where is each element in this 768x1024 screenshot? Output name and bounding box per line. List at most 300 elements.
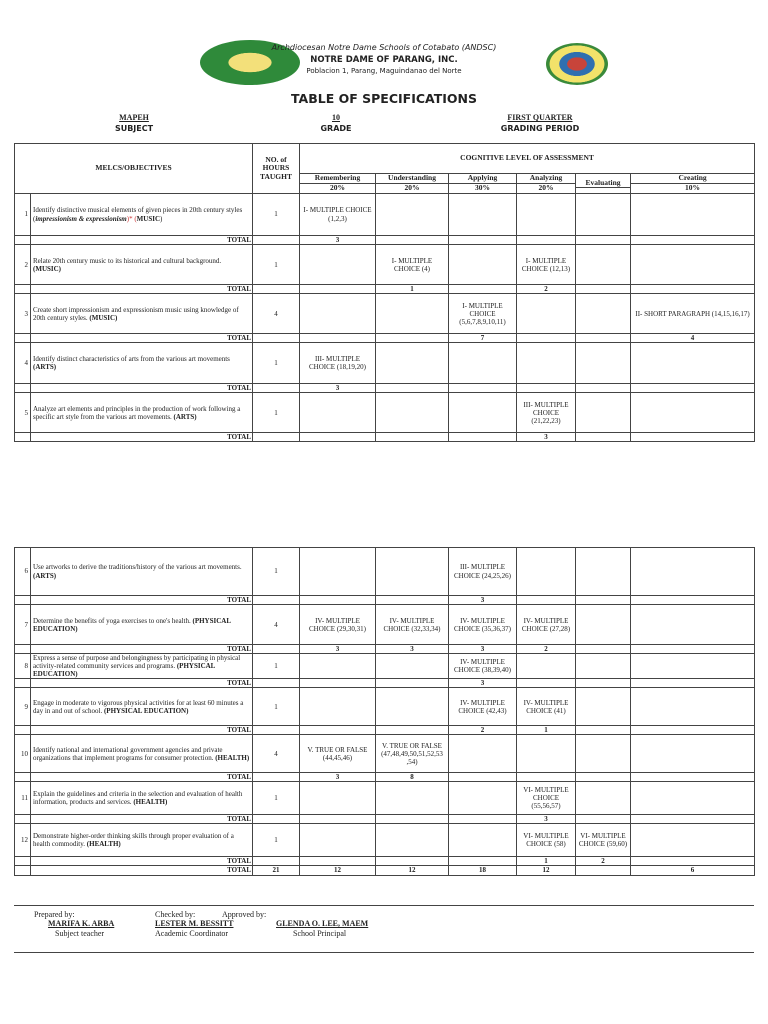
total-cell: [517, 679, 576, 688]
total-label: TOTAL: [31, 334, 253, 343]
hours-taught: 1: [253, 548, 300, 596]
assessment-cell: III- MULTIPLE CHOICE (24,25,26): [449, 548, 517, 596]
total-cell: [631, 815, 755, 824]
total-label: TOTAL: [31, 433, 253, 442]
objective-desc: Identify distinctive musical elements of given pieces in 20th century styles (: [33, 206, 243, 223]
total-hours-cell: [253, 773, 300, 782]
assessment-cell: [576, 194, 631, 236]
assessment-cell: V. TRUE OR FALSE (44,45,46): [300, 735, 376, 773]
approved-label: Approved by:: [222, 910, 267, 919]
objective-desc: Demonstrate higher-order thinking skills through proper evaluation of a health commodity.: [33, 832, 234, 849]
total-row: [15, 679, 755, 688]
objective-tag: (PHYSICAL EDUCATION): [33, 616, 231, 633]
assessment-cell: IV- MULTIPLE CHOICE (42,43): [449, 688, 517, 726]
total-cell: 2: [449, 726, 517, 735]
checked-label: Checked by:: [155, 910, 196, 919]
total-row: [15, 857, 755, 866]
objective-desc: Create short impressionism and expressionism music using knowledge of 20th century styles.: [33, 305, 239, 322]
assessment-cell: [631, 824, 755, 857]
total-row: [15, 384, 755, 393]
total-row: [15, 433, 755, 442]
assessment-cell: V. TRUE OR FALSE (47,48,49,50,51,52,53 ,54): [376, 735, 449, 773]
period-value: FIRST QUARTER: [507, 113, 573, 122]
grand-total-value: 12: [517, 866, 576, 875]
objective-row: [15, 194, 755, 236]
hours-taught: 1: [253, 688, 300, 726]
cognitive-header: COGNITIVE LEVEL OF ASSESSMENT: [300, 144, 755, 174]
hours-taught: 1: [253, 782, 300, 815]
total-label: TOTAL: [31, 645, 253, 654]
objective-row: [15, 294, 755, 334]
total-cell: [449, 773, 517, 782]
objective-text: [31, 194, 253, 236]
total-cell: [631, 285, 755, 294]
objective-after: )* (: [126, 214, 137, 223]
total-cell: 2: [517, 285, 576, 294]
assessment-cell: [631, 654, 755, 679]
objective-desc: Determine the benefits of yoga exercises to one's health.: [33, 616, 191, 625]
total-cell: [449, 384, 517, 393]
total-label: TOTAL: [31, 857, 253, 866]
assessment-cell: [576, 548, 631, 596]
checked-name: LESTER M. BESSITT: [155, 919, 234, 928]
hours-taught: 4: [253, 735, 300, 773]
period-label: GRADING PERIOD: [500, 124, 580, 133]
grand-total-spacer: [15, 866, 31, 875]
school-name: NOTRE DAME OF PARANG, INC.: [310, 55, 458, 65]
grand-total-label: TOTAL: [31, 866, 253, 875]
assessment-cell: I- MULTIPLE CHOICE (1,2,3): [300, 194, 376, 236]
total-cell: [449, 433, 517, 442]
hours-taught: 1: [253, 824, 300, 857]
assessment-cell: IV- MULTIPLE CHOICE (38,39,40): [449, 654, 517, 679]
level-header-2: [449, 174, 517, 194]
total-row: [15, 334, 755, 343]
total-cell: [576, 596, 631, 605]
total-cell: 1: [517, 726, 576, 735]
objective-row: [15, 654, 755, 679]
assessment-cell: [376, 548, 449, 596]
objective-text: [31, 393, 253, 433]
total-cell: [576, 773, 631, 782]
objective-desc: Explain the guidelines and criteria in the selection and evaluation of health information, products and services.: [33, 790, 243, 807]
level-percent: 30%: [449, 183, 516, 193]
objective-text: [31, 294, 253, 334]
total-cell: [631, 433, 755, 442]
total-spacer: [15, 857, 31, 866]
assessment-cell: [517, 735, 576, 773]
total-spacer: [15, 236, 31, 245]
assessment-cell: IV- MULTIPLE CHOICE (35,36,37): [449, 605, 517, 645]
approved-role: School Principal: [293, 929, 347, 938]
prepared-role: Subject teacher: [55, 929, 105, 938]
level-header-5: [631, 174, 755, 194]
total-cell: 4: [631, 334, 755, 343]
assessment-cell: [449, 782, 517, 815]
total-cell: [449, 285, 517, 294]
assessment-cell: [449, 343, 517, 384]
row-number: 3: [15, 294, 31, 334]
row-number: 2: [15, 245, 31, 285]
total-spacer: [15, 726, 31, 735]
total-hours-cell: [253, 857, 300, 866]
assessment-cell: [300, 654, 376, 679]
level-percent: 20%: [376, 183, 448, 193]
total-cell: 3: [449, 645, 517, 654]
assessment-cell: IV- MULTIPLE CHOICE (32,33,34): [376, 605, 449, 645]
row-number: 4: [15, 343, 31, 384]
total-spacer: [15, 815, 31, 824]
row-number: 5: [15, 393, 31, 433]
hours-taught: 1: [253, 245, 300, 285]
total-cell: [576, 384, 631, 393]
objective-text: [31, 688, 253, 726]
total-cell: [376, 384, 449, 393]
hours-header: NO. of HOURS TAUGHT: [253, 144, 300, 194]
total-hours-cell: [253, 384, 300, 393]
hours-taught: 4: [253, 605, 300, 645]
total-row: [15, 815, 755, 824]
total-cell: [576, 433, 631, 442]
total-spacer: [15, 596, 31, 605]
grand-total-value: 12: [300, 866, 376, 875]
specification-table-part2: [14, 547, 755, 876]
total-cell: 3: [517, 433, 576, 442]
total-cell: [631, 645, 755, 654]
total-cell: [631, 726, 755, 735]
row-number: 10: [15, 735, 31, 773]
objective-desc: Express a sense of purpose and belongingness by participating in physical activity-related community services and programs.: [33, 654, 241, 671]
total-cell: [517, 596, 576, 605]
objective-desc: Engage in moderate to vigorous physical activities for at least 60 minutes a day in and out of school.: [33, 698, 244, 715]
total-hours-cell: [253, 596, 300, 605]
level-percent: 10%: [631, 183, 754, 193]
total-cell: [576, 726, 631, 735]
level-percent: 20%: [517, 183, 575, 193]
total-cell: 3: [449, 679, 517, 688]
total-cell: [376, 236, 449, 245]
assessment-cell: [449, 245, 517, 285]
assessment-cell: [631, 343, 755, 384]
objective-row: [15, 548, 755, 596]
objective-text: [31, 605, 253, 645]
assessment-cell: [631, 194, 755, 236]
total-cell: 8: [376, 773, 449, 782]
total-cell: [631, 773, 755, 782]
page-bottom-line: [14, 952, 754, 953]
total-cell: [631, 596, 755, 605]
level-name: Analyzing: [529, 173, 563, 183]
assessment-cell: [576, 605, 631, 645]
assessment-cell: IV- MULTIPLE CHOICE (27,28): [517, 605, 576, 645]
total-spacer: [15, 679, 31, 688]
assessment-cell: [300, 548, 376, 596]
objective-text: [31, 654, 253, 679]
total-hours-cell: [253, 726, 300, 735]
objective-row: [15, 605, 755, 645]
grand-total-value: [576, 866, 631, 875]
level-header-1: [376, 174, 449, 194]
objective-row: [15, 688, 755, 726]
assessment-cell: [376, 343, 449, 384]
objective-row: [15, 782, 755, 815]
total-cell: 3: [300, 384, 376, 393]
hours-taught: 1: [253, 343, 300, 384]
assessment-cell: [449, 735, 517, 773]
school-address: Poblacion 1, Parang, Maguindanao del Norte: [306, 67, 462, 75]
row-number: 7: [15, 605, 31, 645]
total-cell: 3: [300, 773, 376, 782]
level-percent: [576, 187, 630, 188]
assessment-cell: VI- MULTIPLE CHOICE (59,60): [576, 824, 631, 857]
assessment-cell: [631, 245, 755, 285]
hours-taught: 1: [253, 393, 300, 433]
assessment-cell: IV- MULTIPLE CHOICE (29,30,31): [300, 605, 376, 645]
objective-text: [31, 824, 253, 857]
total-row: [15, 596, 755, 605]
objective-desc: Analyze art elements and principles in the production of work following a specific art style from the various art movements.: [33, 404, 241, 421]
assessment-cell: I- MULTIPLE CHOICE (4): [376, 245, 449, 285]
total-hours-cell: [253, 334, 300, 343]
level-header-4: [576, 174, 631, 194]
subject-value: MAPEH: [119, 113, 149, 122]
row-number: 12: [15, 824, 31, 857]
total-cell: [300, 857, 376, 866]
total-cell: [449, 236, 517, 245]
assessment-cell: [631, 605, 755, 645]
total-cell: [300, 433, 376, 442]
total-cell: [300, 334, 376, 343]
assessment-cell: [300, 245, 376, 285]
total-hours-cell: [253, 433, 300, 442]
level-name: Evaluating: [585, 177, 621, 187]
total-cell: [376, 433, 449, 442]
level-name: Applying: [467, 173, 498, 183]
objective-desc: Use artworks to derive the traditions/history of the various art movements.: [33, 563, 242, 572]
objective-text: [31, 782, 253, 815]
total-cell: 2: [576, 857, 631, 866]
prepared-name: MARIFA K. ARBA: [48, 919, 115, 928]
assessment-cell: III- MULTIPLE CHOICE (18,19,20): [300, 343, 376, 384]
assessment-cell: [631, 393, 755, 433]
total-row: [15, 726, 755, 735]
total-cell: [631, 857, 755, 866]
total-cell: [300, 285, 376, 294]
total-cell: [300, 596, 376, 605]
total-cell: [376, 857, 449, 866]
total-cell: [300, 726, 376, 735]
total-label: TOTAL: [31, 236, 253, 245]
assessment-cell: [300, 782, 376, 815]
total-spacer: [15, 645, 31, 654]
assessment-cell: [517, 654, 576, 679]
grand-total-value: 18: [449, 866, 517, 875]
page-title: TABLE OF SPECIFICATIONS: [291, 91, 477, 106]
total-label: TOTAL: [31, 384, 253, 393]
total-cell: [576, 679, 631, 688]
objective-tag: (ARTS): [33, 571, 57, 580]
total-cell: 2: [517, 645, 576, 654]
level-header-3: [517, 174, 576, 194]
total-row: [15, 285, 755, 294]
total-cell: [300, 679, 376, 688]
prepared-label: Prepared by:: [34, 910, 75, 919]
assessment-cell: IV- MULTIPLE CHOICE (41): [517, 688, 576, 726]
assessment-cell: [576, 343, 631, 384]
objective-tag: (HEALTH): [215, 753, 250, 762]
level-header-0: [300, 174, 376, 194]
assessment-cell: [449, 393, 517, 433]
assessment-cell: [576, 654, 631, 679]
assessment-cell: [449, 824, 517, 857]
objective-emphasis: impressionism & expressionism: [35, 214, 127, 223]
assessment-cell: [517, 194, 576, 236]
total-cell: [517, 334, 576, 343]
total-cell: 3: [300, 236, 376, 245]
signature-divider: [14, 905, 754, 906]
level-name: Remembering: [314, 173, 361, 183]
objective-tag: (HEALTH): [86, 840, 121, 849]
assessment-cell: [631, 688, 755, 726]
objective-tag: (ARTS): [173, 412, 197, 421]
total-cell: [376, 726, 449, 735]
hours-taught: 1: [253, 654, 300, 679]
objective-tag: (PHYSICAL EDUCATION): [33, 662, 215, 679]
specification-table-part1: [14, 143, 755, 442]
row-number: 1: [15, 194, 31, 236]
objective-tag: (MUSIC): [33, 264, 61, 273]
objective-row: [15, 824, 755, 857]
row-number: 8: [15, 654, 31, 679]
grand-total-value: 12: [376, 866, 449, 875]
grade-value: 10: [332, 113, 340, 122]
objective-tag: MUSIC: [136, 214, 161, 223]
total-cell: 1: [517, 857, 576, 866]
objective-tag: (PHYSICAL EDUCATION): [103, 706, 189, 715]
assessment-cell: [376, 194, 449, 236]
total-cell: [376, 815, 449, 824]
total-hours-cell: [253, 285, 300, 294]
total-cell: [576, 236, 631, 245]
objective-text: [31, 343, 253, 384]
total-cell: 1: [376, 285, 449, 294]
total-cell: [376, 679, 449, 688]
grand-total-row: [15, 866, 755, 875]
total-row: [15, 773, 755, 782]
total-cell: [517, 773, 576, 782]
assessment-cell: [376, 824, 449, 857]
objective-close: ): [160, 214, 163, 223]
total-cell: [517, 384, 576, 393]
assessment-cell: [631, 548, 755, 596]
total-hours-cell: [253, 815, 300, 824]
total-hours-cell: [253, 679, 300, 688]
total-cell: 3: [376, 645, 449, 654]
assessment-cell: II- SHORT PARAGRAPH (14,15,16,17): [631, 294, 755, 334]
objective-row: [15, 245, 755, 285]
total-label: TOTAL: [31, 815, 253, 824]
objective-tag: (HEALTH): [133, 798, 168, 807]
objective-tag: (ARTS): [33, 363, 57, 372]
assessment-cell: [517, 294, 576, 334]
total-cell: 7: [449, 334, 517, 343]
assessment-cell: [376, 294, 449, 334]
assessment-cell: [376, 393, 449, 433]
hours-taught: 1: [253, 194, 300, 236]
total-label: TOTAL: [31, 773, 253, 782]
assessment-cell: [631, 735, 755, 773]
assessment-cell: [517, 343, 576, 384]
melcs-header: MELCS/OBJECTIVES: [15, 144, 253, 194]
level-name: Understanding: [388, 173, 436, 183]
diocese-name: Archdiocesan Notre Dame Schools of Cotabato (ANDSC): [271, 43, 497, 52]
objective-row: [15, 393, 755, 433]
assessment-cell: VI- MULTIPLE CHOICE (58): [517, 824, 576, 857]
grand-total-value: 6: [631, 866, 755, 875]
total-cell: [376, 596, 449, 605]
row-number: 6: [15, 548, 31, 596]
total-label: TOTAL: [31, 726, 253, 735]
assessment-cell: [449, 194, 517, 236]
assessment-cell: [576, 688, 631, 726]
assessment-cell: [376, 654, 449, 679]
total-spacer: [15, 773, 31, 782]
total-label: TOTAL: [31, 285, 253, 294]
total-spacer: [15, 285, 31, 294]
total-cell: 3: [300, 645, 376, 654]
total-spacer: [15, 334, 31, 343]
objective-row: [15, 735, 755, 773]
total-cell: [576, 334, 631, 343]
total-row: [15, 236, 755, 245]
grade-label: GRADE: [320, 124, 352, 133]
row-number: 11: [15, 782, 31, 815]
level-percent: 20%: [300, 183, 375, 193]
assessment-cell: [576, 245, 631, 285]
total-label: TOTAL: [31, 679, 253, 688]
assessment-cell: [300, 688, 376, 726]
hours-taught: 4: [253, 294, 300, 334]
total-cell: [576, 645, 631, 654]
objective-text: [31, 548, 253, 596]
assessment-cell: [631, 782, 755, 815]
assessment-cell: I- MULTIPLE CHOICE (12,13): [517, 245, 576, 285]
objective-tag: (MUSIC): [89, 313, 118, 322]
objective-desc: Identify distinct characteristics of arts from the various art movements: [33, 355, 230, 364]
assessment-cell: [576, 294, 631, 334]
assessment-cell: [576, 735, 631, 773]
assessment-cell: VI- MULTIPLE CHOICE (55,56,57): [517, 782, 576, 815]
assessment-cell: I- MULTIPLE CHOICE (5,6,7,8,9,10,11): [449, 294, 517, 334]
checked-role: Academic Coordinator: [155, 929, 229, 938]
objective-row: [15, 343, 755, 384]
total-label: TOTAL: [31, 596, 253, 605]
assessment-cell: [376, 688, 449, 726]
total-cell: [631, 236, 755, 245]
assessment-cell: III- MULTIPLE CHOICE (21,22,23): [517, 393, 576, 433]
row-number: 9: [15, 688, 31, 726]
assessment-cell: [517, 548, 576, 596]
total-cell: [631, 384, 755, 393]
objective-text: [31, 735, 253, 773]
total-spacer: [15, 384, 31, 393]
assessment-cell: [300, 393, 376, 433]
grand-total-hours: 21: [253, 866, 300, 875]
level-name: Creating: [678, 173, 707, 183]
assessment-cell: [300, 294, 376, 334]
total-cell: [576, 285, 631, 294]
assessment-cell: [576, 393, 631, 433]
